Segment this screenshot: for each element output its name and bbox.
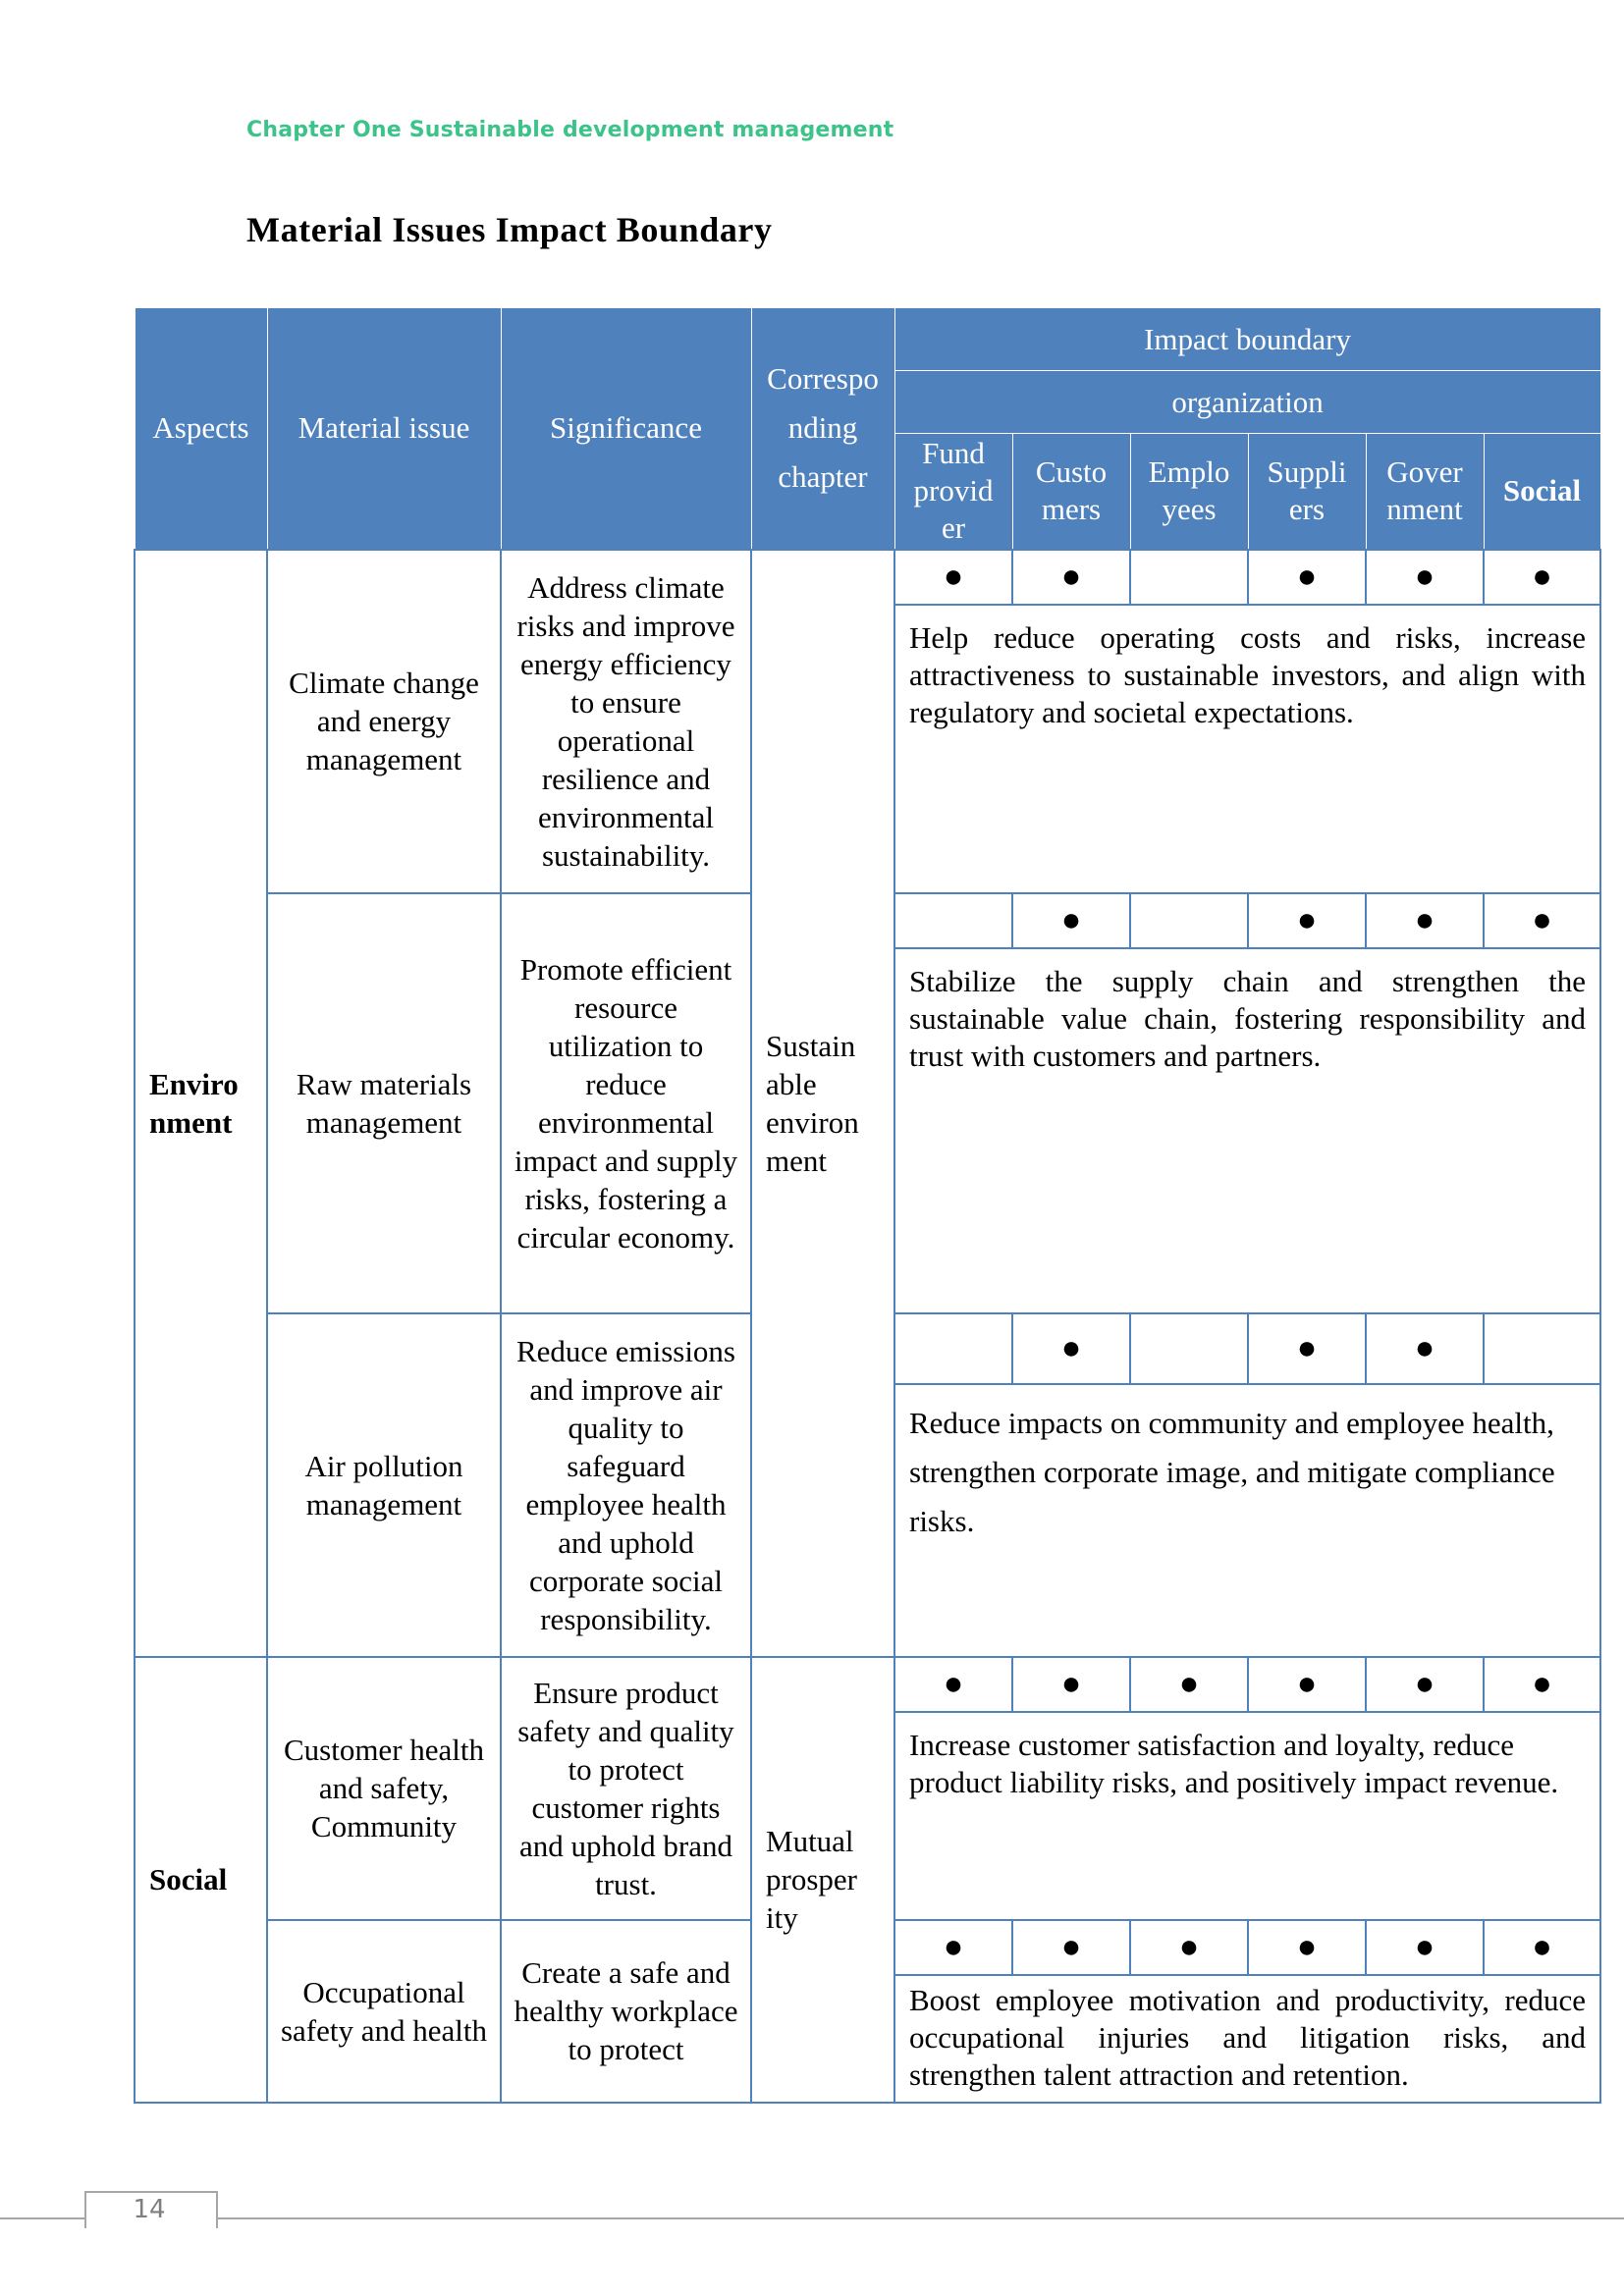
impact-description: Increase customer satisfaction and loyalty, reduce product liability risks, and positively impact revenue.: [894, 1712, 1600, 1920]
boundary-mark: ●: [1248, 550, 1366, 605]
issue-significance: Promote efficient resource utilization to reduce environmental impact and supply risks, fostering a circular economy.: [501, 893, 751, 1313]
boundary-mark: ●: [1248, 1313, 1366, 1384]
page-title: Material Issues Impact Boundary: [246, 210, 773, 249]
aspect-social: Social: [135, 1657, 267, 2103]
boundary-mark: ●: [1248, 893, 1366, 948]
issue-significance: Ensure product safety and quality to protect customer rights and uphold brand trust.: [501, 1657, 751, 1920]
issue-name: Customer health and safety, Community: [267, 1657, 501, 1920]
boundary-mark: ●: [1130, 1920, 1248, 1975]
impact-description: Help reduce operating costs and risks, increase attractiveness to sustainable investors, and align with regulatory and societal expectations.: [894, 605, 1600, 893]
page-number: 14: [133, 2195, 166, 2224]
issue-name: Raw materials management: [267, 893, 501, 1313]
running-header: Chapter One Sustainable development management: [246, 118, 894, 142]
boundary-mark: ●: [1366, 1920, 1484, 1975]
boundary-mark: ●: [894, 1920, 1012, 1975]
impact-description: Stabilize the supply chain and strengthen the sustainable value chain, fostering responsibility and trust with customers and partners.: [894, 948, 1600, 1313]
boundary-mark: ●: [1484, 893, 1600, 948]
header-customers: Custo mers: [1012, 434, 1130, 550]
header-chapter: Correspo nding chapter: [751, 308, 894, 550]
header-government: Gover nment: [1366, 434, 1484, 550]
boundary-mark: [1130, 893, 1248, 948]
header-suppliers: Suppli ers: [1248, 434, 1366, 550]
issue-significance: Address climate risks and improve energy efficiency to ensure operational resilience and environmental sustainability.: [501, 550, 751, 893]
header-social: Social: [1484, 434, 1600, 550]
boundary-mark: ●: [1484, 1657, 1600, 1712]
boundary-mark: ●: [1248, 1657, 1366, 1712]
issue-significance: Create a safe and healthy workplace to protect: [501, 1920, 751, 2103]
issue-significance: Reduce emissions and improve air quality to safeguard employee health and uphold corporate social responsibility.: [501, 1313, 751, 1657]
boundary-mark: ●: [1366, 893, 1484, 948]
issue-name: Occupational safety and health: [267, 1920, 501, 2103]
impact-boundary-table: [134, 307, 1601, 2104]
chapter-mutual-prosperity: Mutual prosper ity: [751, 1657, 894, 2103]
boundary-mark: [1484, 1313, 1600, 1384]
boundary-mark: ●: [1012, 1313, 1130, 1384]
chapter-sustainable-environment: Sustain able environ ment: [751, 550, 894, 1657]
boundary-mark: [1130, 550, 1248, 605]
boundary-mark: ●: [1366, 550, 1484, 605]
boundary-mark: ●: [1366, 1313, 1484, 1384]
boundary-mark: ●: [894, 1657, 1012, 1712]
boundary-mark: ●: [1012, 550, 1130, 605]
header-impact-boundary: Impact boundary: [894, 308, 1600, 371]
impact-description: Reduce impacts on community and employee health, strengthen corporate image, and mitigate compliance risks.: [894, 1384, 1600, 1657]
boundary-mark: ●: [1248, 1920, 1366, 1975]
header-significance: Significance: [501, 308, 751, 550]
boundary-mark: ●: [1012, 1920, 1130, 1975]
boundary-mark: ●: [1366, 1657, 1484, 1712]
aspect-environment: Enviro nment: [135, 550, 267, 1657]
header-employees: Emplo yees: [1130, 434, 1248, 550]
header-material-issue: Material issue: [267, 308, 501, 550]
boundary-mark: ●: [1012, 1657, 1130, 1712]
impact-description: Boost employee motivation and productivity, reduce occupational injuries and litigation risks, and strengthen talent attraction and retention.: [894, 1975, 1600, 2103]
boundary-mark: ●: [1484, 550, 1600, 605]
boundary-mark: ●: [1012, 893, 1130, 948]
footer-rule: [0, 2217, 1624, 2219]
boundary-mark: ●: [894, 550, 1012, 605]
boundary-mark: ●: [1484, 1920, 1600, 1975]
header-fund-provider: Fund provid er: [894, 434, 1012, 550]
issue-name: Air pollution management: [267, 1313, 501, 1657]
boundary-mark: [894, 1313, 1012, 1384]
boundary-mark: ●: [1130, 1657, 1248, 1712]
header-aspects: Aspects: [135, 308, 267, 550]
boundary-mark: [894, 893, 1012, 948]
header-organization: organization: [894, 371, 1600, 434]
issue-name: Climate change and energy management: [267, 550, 501, 893]
boundary-mark: [1130, 1313, 1248, 1384]
